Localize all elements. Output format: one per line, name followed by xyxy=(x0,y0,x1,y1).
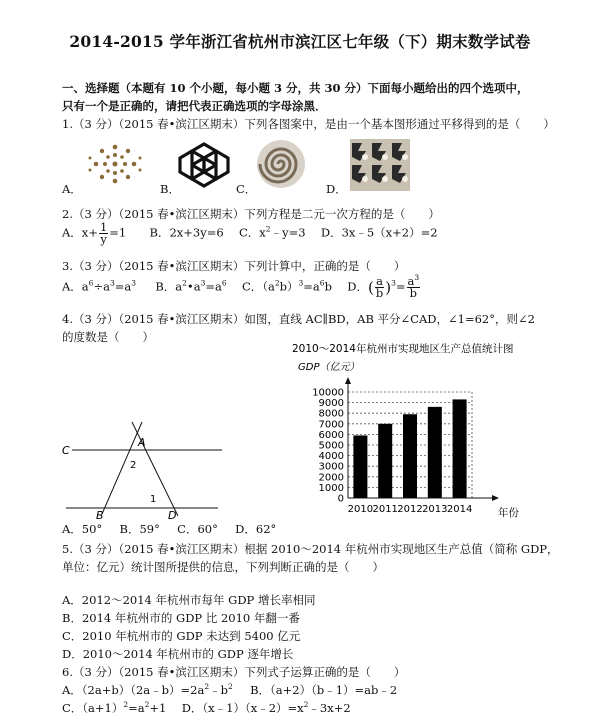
q1-figure-b-hexagon xyxy=(176,138,232,192)
y-tick-label: 5000 xyxy=(318,440,344,452)
q3-b-exp3: 6 xyxy=(221,278,227,288)
bar-2011 xyxy=(378,424,392,498)
x-tick-label: 2014 xyxy=(446,504,473,515)
q5-option-b: B．2014 年杭州市的 GDP 比 2010 年翻一番 xyxy=(62,611,300,625)
q2-option-d: D．3x﹣5（x+2）=2 xyxy=(320,225,438,240)
chart-y-ticks xyxy=(312,388,344,505)
y-tick-label: 4000 xyxy=(318,451,344,463)
fig-angle-1: 1 xyxy=(150,494,157,505)
chart-bars xyxy=(353,399,466,498)
bar-2014 xyxy=(453,399,467,498)
q6-c-3: +1 xyxy=(149,701,167,715)
q6-d-2: ﹣3x+2 xyxy=(308,701,351,715)
q3-a-2: ÷a xyxy=(93,279,110,294)
x-axis-arrow xyxy=(492,495,499,501)
fig-label-b: B xyxy=(96,509,104,520)
section-heading-line2: 只有一个是正确的，请把代表正确选项的字母涂黑． xyxy=(62,99,327,113)
q3-d-numerator: a xyxy=(376,274,383,288)
q3-c-4: b xyxy=(324,279,332,294)
y-tick-label: 9000 xyxy=(318,398,344,410)
x-tick-label: 2010 xyxy=(347,504,374,515)
q2-stem: 2.（3 分）（2015 春•滨江区期末）下列方程是二元一次方程的是（ ） xyxy=(62,207,440,221)
chart-x-ticks xyxy=(348,504,473,515)
bar-2010 xyxy=(353,435,367,498)
q3-c-2: b） xyxy=(279,279,299,294)
q3-d-fraction-2 xyxy=(407,273,421,300)
q5-stem-line1: 5.（3 分）（2015 春•滨江区期末）根据 2010～2014 年杭州市实现地区生产总值（简称 GDP， xyxy=(62,542,559,556)
y-tick-label: 3000 xyxy=(318,461,344,473)
q3-d-left-paren: ( xyxy=(367,278,374,297)
chart-axes xyxy=(345,377,499,501)
bar-2012 xyxy=(403,414,417,498)
q3-d-right-paren: ) xyxy=(385,278,392,297)
q2-option-b: B．2x+3y=6 xyxy=(149,225,224,240)
q3-d-equals: = xyxy=(395,279,406,294)
q3-stem: 3.（3 分）（2015 春•滨江区期末）下列计算中，正确的是（ ） xyxy=(62,259,406,273)
chart-x-axis-label: 年份 xyxy=(498,507,519,519)
q3-c-exp3: 6 xyxy=(319,278,325,288)
q1-stem: 1.（3 分）（2015 春•滨江区期末）下列各图案中，是由一个基本图形通过平移得到的是（ ） xyxy=(62,117,555,131)
q1-figure-c-spiral xyxy=(252,138,310,190)
q6-a-1: A．（2a+b）（2a﹣b）=2a xyxy=(62,683,205,697)
q3-d-denominator-2: b xyxy=(409,286,417,300)
q3-d-numerator-2: a xyxy=(407,274,415,288)
q2-option-a-post: =1 xyxy=(109,225,127,240)
q5-option-c: C．2010 年杭州市的 GDP 未达到 5400 亿元 xyxy=(62,629,301,643)
section-heading-line1: 一、选择题（本题有 10 个小题，每小题 3 分，共 30 分）下面每小题给出的四个选项中， xyxy=(62,81,529,95)
q3-b-1: B．a xyxy=(155,279,183,294)
q6-c-exp1: 2 xyxy=(123,700,129,709)
q3-d-exponent-2: 3 xyxy=(414,273,420,282)
y-tick-label: 7000 xyxy=(318,419,344,431)
q4-option-b: B．59° xyxy=(119,522,160,536)
q6-d-1: D．（x﹣1）（x﹣2）=x xyxy=(181,701,304,715)
q3-d-exponent: 3 xyxy=(391,278,396,288)
paper-title: 2014-2015 学年浙江省杭州市滨江区七年级（下）期末数学试卷 xyxy=(69,32,531,51)
q6-c-exp2: 2 xyxy=(144,700,150,709)
q3-b-2: •a xyxy=(186,279,201,294)
q4-option-a: A．50° xyxy=(62,522,103,536)
y-tick-label: 2000 xyxy=(318,472,344,484)
q3-d-fraction xyxy=(375,276,384,299)
chart-y-axis-label: GDP（亿元） xyxy=(298,362,360,373)
q6-d-exp1: 2 xyxy=(303,700,309,709)
q4-stem-line1: 4.（3 分）（2015 春•滨江区期末）如图，直线 AC∥BD，AB 平分∠CAD，∠1=62°，则∠2 xyxy=(62,312,535,326)
q3-b-exp1: 2 xyxy=(182,278,187,288)
q4-geometry-figure xyxy=(60,420,228,520)
q1-figure-d-tiling xyxy=(350,139,410,191)
q4-stem-line2: 的度数是（ ） xyxy=(62,330,154,344)
q1-option-b: B． xyxy=(160,182,180,196)
q2-option-c-exponent: 2 xyxy=(265,224,271,234)
q3-c-3: =a xyxy=(303,279,320,294)
q6-options-row1 xyxy=(62,682,397,698)
q4-option-d: D．62° xyxy=(235,522,277,536)
fig-angle-2: 2 xyxy=(130,460,137,471)
q3-c-1: C．（a xyxy=(241,279,275,294)
q3-a-exp1: 6 xyxy=(88,278,94,288)
q2-fraction-denominator: y xyxy=(100,232,107,246)
bar-2013 xyxy=(428,407,442,498)
q3-c-exp1: 2 xyxy=(274,278,280,288)
q2-option-c-post: ﹣y=3 xyxy=(270,225,306,240)
q6-option-b: B．（a+2）（b﹣1）=ab﹣2 xyxy=(250,683,398,697)
q3-a-1: A．a xyxy=(62,279,89,294)
q3-c-exp2: 3 xyxy=(298,278,304,288)
y-tick-label: 8000 xyxy=(318,408,344,420)
q4-options xyxy=(62,521,276,537)
q3-b-exp2: 3 xyxy=(200,278,206,288)
q6-a-2: ﹣b xyxy=(209,683,228,697)
q3-d-pre: D． xyxy=(347,279,368,294)
q1-option-a: A． xyxy=(62,182,82,196)
y-tick-label: 0 xyxy=(337,493,344,505)
q1-option-d: D． xyxy=(326,182,347,196)
y-axis-arrow xyxy=(345,377,351,384)
fig-label-a: A xyxy=(138,436,146,449)
q6-a-exp1: 2 xyxy=(204,682,210,691)
y-tick-label: 10000 xyxy=(312,387,344,399)
q6-a-exp2: 2 xyxy=(227,682,233,691)
x-tick-label: 2012 xyxy=(397,504,423,515)
q3-a-exp2: 3 xyxy=(109,278,115,288)
q2-option-c-pre: C．x xyxy=(239,225,266,240)
q2-fraction-numerator: 1 xyxy=(99,220,108,234)
q4-option-c: C．60° xyxy=(177,522,218,536)
y-tick-label: 6000 xyxy=(318,429,344,441)
y-tick-label: 1000 xyxy=(318,482,344,494)
q3-a-3: =a xyxy=(114,279,132,294)
chart-title: 2010～2014年杭州市实现地区生产总值统计图 xyxy=(292,343,514,355)
x-tick-label: 2013 xyxy=(422,504,448,515)
q6-options-row2 xyxy=(62,700,351,716)
q5-option-a: A．2012～2014 年杭州市每年 GDP 增长率相同 xyxy=(62,593,316,607)
q6-c-1: C．（a+1） xyxy=(62,701,124,715)
q5-stem-line2: 单位：亿元）统计图所提供的信息，下列判断正确的是（ ） xyxy=(62,560,384,574)
fig-label-d: D xyxy=(168,509,177,520)
q2-options xyxy=(62,222,438,245)
fig-label-c: C xyxy=(62,444,70,457)
q1-option-c: C． xyxy=(236,182,257,196)
q2-option-a-pre: A．x+ xyxy=(62,225,98,240)
q3-d-denominator: b xyxy=(375,286,384,300)
q6-stem: 6.（3 分）（2015 春•滨江区期末）下列式子运算正确的是（ ） xyxy=(62,665,406,679)
q6-c-2: =a xyxy=(128,701,145,715)
x-tick-label: 2011 xyxy=(372,504,398,515)
gdp-bar-chart xyxy=(292,336,532,522)
q3-a-exp3: 3 xyxy=(131,278,137,288)
q2-option-a-fraction xyxy=(99,222,108,245)
q3-options xyxy=(62,273,421,300)
q5-option-d: D．2010～2014 年杭州市的 GDP 逐年增长 xyxy=(62,647,294,661)
q3-b-3: =a xyxy=(205,279,222,294)
q1-figure-a-dots xyxy=(84,138,146,190)
